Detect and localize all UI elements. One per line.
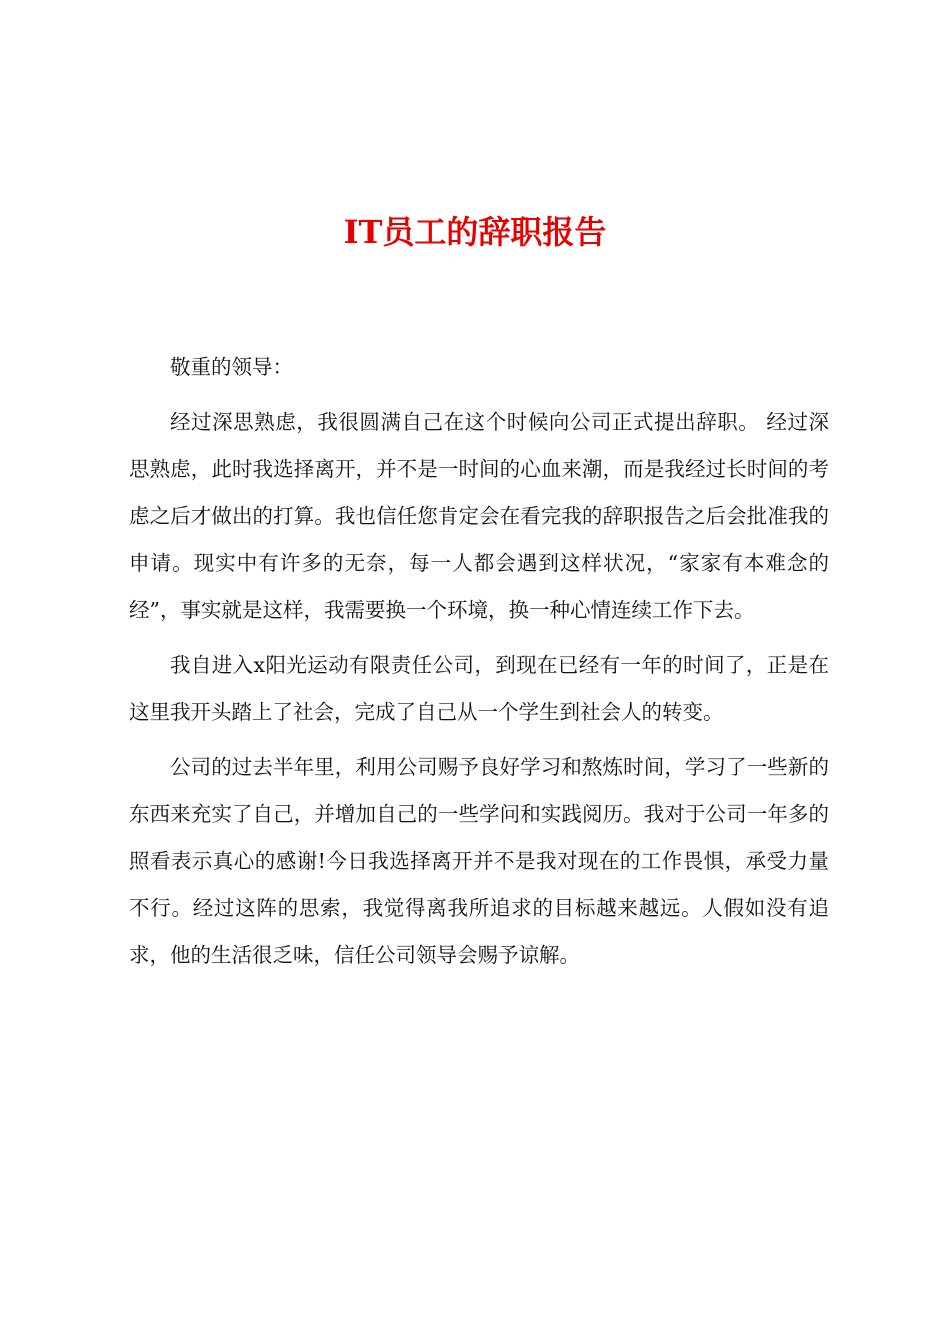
document-title: IT员工的辞职报告: [343, 213, 607, 251]
salutation: 敬重的领导：: [170, 355, 293, 379]
paragraph-3: 公司的过去半年里，利用公司赐予良好学习和熬炼时间，学习了一些新的东西来充实了自己，并增加自己的一些学问和实践阅历。我对于公司一年多的照看表示真心的感谢!今日我选择离开并不是我对现在的工作畏惧，承受力量不行。经过这阵的思索，我觉得离我所追求的目标越来越远。人假如没有追求，他的生活很乏味，信任公司领导会赐予谅解。: [129, 755, 829, 967]
document-body: [129, 344, 829, 987]
paragraph-2: 我自进入x阳光运动有限责任公司，到现在已经有一年的时间了，正是在这里我开头踏上了社会，完成了自己从一个学生到社会人的转变。: [129, 653, 829, 724]
paragraph-1: 经过深思熟虑，我很圆满自己在这个时候向公司正式提出辞职。 经过深思熟虑，此时我选择离开，并不是一时间的心血来潮，而是我经过长时间的考虑之后才做出的打算。我也信任您肯定会在看完我的辞职报告之后会批准我的申请。现实中有许多的无奈，每一人都会遇到这样状况，“家家有本难念的经”，事实就是这样，我需要换一个环境，换一种心情连续工作下去。: [129, 410, 829, 622]
